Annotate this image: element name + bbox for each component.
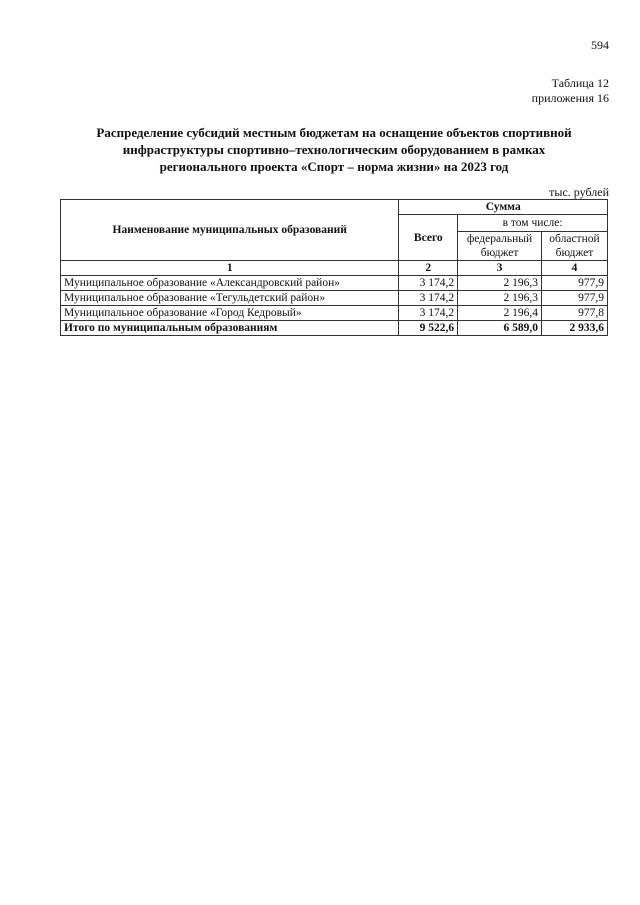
row-federal: 2 196,4 [458,306,542,321]
subsidy-table [60,199,608,336]
total-row-total: 9 522,6 [399,321,458,336]
header-total: Всего [399,215,458,261]
document-title [60,124,608,175]
row-name: Муниципальное образование «Тегульдетский район» [61,291,399,306]
row-federal: 2 196,3 [458,291,542,306]
column-number-1: 1 [61,261,399,276]
row-regional: 977,9 [541,291,607,306]
caption-table-number: Таблица 12 [551,76,609,90]
row-name: Муниципальное образование «Александровский район» [61,276,399,291]
caption-appendix: приложения 16 [531,91,609,105]
header-name: Наименование муниципальных образований [61,200,399,261]
header-including: в том числе: [458,215,608,232]
column-number-3: 3 [458,261,542,276]
total-row-name: Итого по муниципальным образованиям [61,321,399,336]
title-line-1: Распределение субсидий местным бюджетам на оснащение объектов спортивной [96,125,572,140]
row-regional: 977,9 [541,276,607,291]
row-regional: 977,8 [541,306,607,321]
total-row [61,321,608,336]
column-number-4: 4 [541,261,607,276]
row-total: 3 174,2 [399,291,458,306]
header-sum: Сумма [399,200,608,215]
header-row-1 [61,200,608,215]
title-line-2: инфраструктуры спортивно–технологическим оборудованием в рамках [122,142,546,157]
page-number: 594 [591,38,609,52]
row-total: 3 174,2 [399,276,458,291]
table-row [61,306,608,321]
title-line-3: регионального проекта «Спорт – норма жизни» на 2023 год [159,159,509,174]
row-federal: 2 196,3 [458,276,542,291]
row-name: Муниципальное образование «Город Кедровый» [61,306,399,321]
column-number-row [61,261,608,276]
total-row-regional: 2 933,6 [541,321,607,336]
units-label: тыс. рублей [549,185,609,199]
column-number-2: 2 [399,261,458,276]
table-caption [532,76,609,106]
table-row [61,291,608,306]
header-federal: федеральный бюджет [458,232,542,261]
header-regional: областной бюджет [541,232,607,261]
table-row [61,276,608,291]
total-row-federal: 6 589,0 [458,321,542,336]
row-total: 3 174,2 [399,306,458,321]
